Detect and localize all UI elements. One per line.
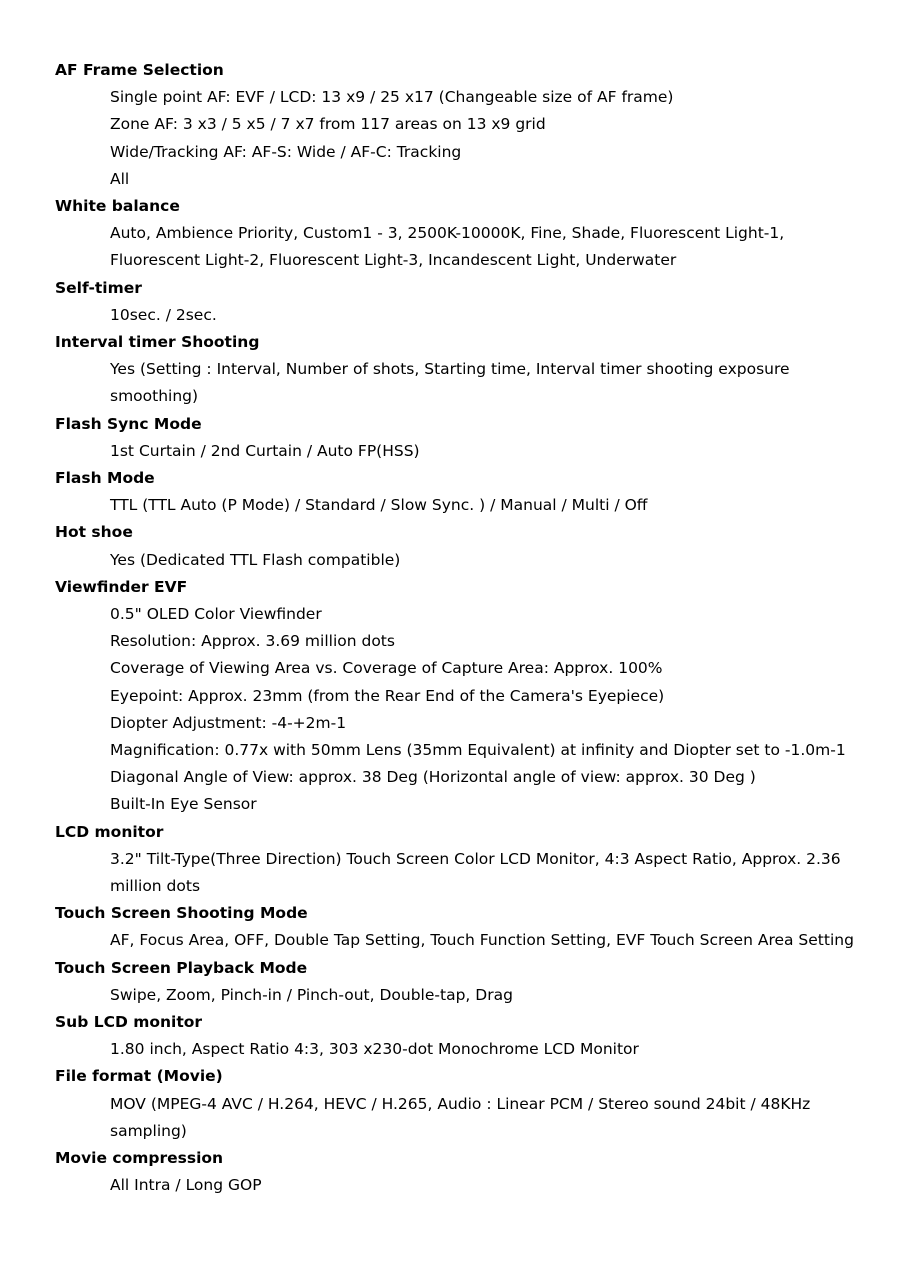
spec-value: All bbox=[110, 169, 130, 188]
spec-heading: Touch Screen Shooting Mode bbox=[55, 904, 308, 923]
spec-heading: Hot shoe bbox=[55, 523, 133, 542]
spec-heading: Self-timer bbox=[55, 278, 142, 297]
spec-value: All Intra / Long GOP bbox=[110, 1176, 262, 1195]
spec-value: 1.80 inch, Aspect Ratio 4:3, 303 x230-dot Monochrome LCD Monitor bbox=[110, 1040, 639, 1059]
spec-value: 0.5" OLED Color Viewfinder bbox=[110, 604, 322, 623]
spec-value: Magnification: 0.77x with 50mm Lens (35mm Equivalent) at infinity and Diopter set to -1.0m-1 bbox=[110, 740, 846, 759]
spec-heading: Flash Sync Mode bbox=[55, 414, 202, 433]
spec-heading: LCD monitor bbox=[55, 822, 164, 841]
spec-heading: Viewfinder EVF bbox=[55, 577, 188, 596]
spec-value: Yes (Setting : Interval, Number of shots, Starting time, Interval timer shooting exposure smoothing) bbox=[110, 360, 790, 406]
spec-value: Diagonal Angle of View: approx. 38 Deg (Horizontal angle of view: approx. 30 Deg ) bbox=[110, 768, 756, 787]
spec-heading: AF Frame Selection bbox=[55, 61, 224, 79]
spec-value: Wide/Tracking AF: AF-S: Wide / AF-C: Tracking bbox=[110, 142, 462, 161]
spec-value: Swipe, Zoom, Pinch-in / Pinch-out, Double-tap, Drag bbox=[110, 985, 513, 1004]
spec-value: TTL (TTL Auto (P Mode) / Standard / Slow Sync. ) / Manual / Multi / Off bbox=[110, 496, 648, 515]
spec-value: Coverage of Viewing Area vs. Coverage of Capture Area: Approx. 100% bbox=[110, 659, 663, 678]
spec-heading: Flash Mode bbox=[55, 468, 155, 487]
spec-value: Resolution: Approx. 3.69 million dots bbox=[110, 632, 395, 651]
spec-value: Built-In Eye Sensor bbox=[110, 795, 257, 814]
spec-heading: Sub LCD monitor bbox=[55, 1012, 203, 1031]
spec-heading: Movie compression bbox=[55, 1148, 224, 1167]
spec-value: 3.2" Tilt-Type(Three Direction) Touch Screen Color LCD Monitor, 4:3 Aspect Ratio, Approx. 2.36 million dots bbox=[110, 849, 841, 895]
spec-value: Yes (Dedicated TTL Flash compatible) bbox=[110, 550, 401, 569]
spec-value: Zone AF: 3 x3 / 5 x5 / 7 x7 from 117 areas on 13 x9 grid bbox=[110, 115, 546, 134]
spec-heading: Interval timer Shooting bbox=[55, 332, 260, 351]
spec-value: AF, Focus Area, OFF, Double Tap Setting, Touch Function Setting, EVF Touch Screen Area Setting bbox=[110, 931, 854, 950]
spec-heading: Touch Screen Playback Mode bbox=[55, 958, 308, 977]
spec-value: Eyepoint: Approx. 23mm (from the Rear End of the Camera's Eyepiece) bbox=[110, 686, 665, 705]
spec-heading: White balance bbox=[55, 197, 180, 215]
spec-value: MOV (MPEG-4 AVC / H.264, HEVC / H.265, Audio : Linear PCM / Stereo sound 24bit / 48KHz sampling) bbox=[110, 1094, 811, 1140]
spec-heading: File format (Movie) bbox=[55, 1067, 223, 1086]
spec-value: Auto, Ambience Priority, Custom1 - 3, 2500K-10000K, Fine, Shade, Fluorescent Light-1, Fluorescent Light-2, Fluorescent Light-3, Incandescent Light, Underwater bbox=[110, 224, 785, 270]
spec-value: 1st Curtain / 2nd Curtain / Auto FP(HSS) bbox=[110, 441, 420, 460]
spec-value: Single point AF: EVF / LCD: 13 x9 / 25 x17 (Changeable size of AF frame) bbox=[110, 88, 674, 107]
spec-list bbox=[55, 57, 875, 1199]
spec-value: 10sec. / 2sec. bbox=[110, 305, 217, 324]
spec-value: Diopter Adjustment: -4-+2m-1 bbox=[110, 713, 347, 732]
